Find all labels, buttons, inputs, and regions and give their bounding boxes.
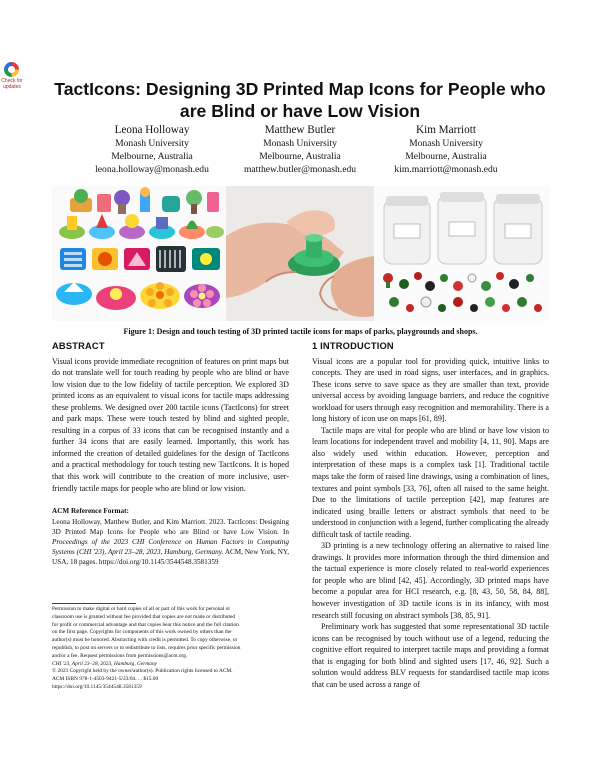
acm-reference-text	[52, 517, 289, 567]
author-name: Kim Marriott	[416, 124, 476, 136]
figure-touch-testing	[226, 186, 374, 321]
permission-line: author(s) must be honored. Abstracting with credit is permitted. To copy otherwise, or	[52, 637, 238, 644]
jars-and-icons-illustration	[374, 186, 549, 321]
permission-line: and/or a fee. Request permissions from permissions@acm.org.	[52, 652, 188, 659]
paper-title: TactIcons: Designing 3D Printed Map Icons for People who are Blind or have Low Vision	[54, 79, 546, 121]
author-affiliation: Monash University	[115, 138, 189, 149]
isbn-line: ACM ISBN 978-1-4503-9421-5/23/04. . . $15.00	[52, 676, 159, 683]
badge-text: Check for updates	[1, 78, 23, 90]
intro-paragraph: 3D printing is a new technology offering an alternative to raised line drawings. It provides more information through the third dimension and the tactual experience is more closely related to real-world experiences for people who are blind [42, 45]. Accordingly, 3D printed maps have become a popular area for HCI research, e.g. [8, 43, 50, 58, 84, 88], however investigation of 3D tactile icons is in its infancy, with most research still focusing on abstract symbols [38, 85, 91].	[312, 541, 549, 620]
hand-holding-icon-illustration	[226, 186, 374, 321]
crossmark-icon	[4, 62, 19, 77]
acm-reference-doi[interactable]: ACM, New York, NY, USA, 18 pages. https://doi.org/10.1145/3544548.3581359	[52, 548, 289, 566]
author-email[interactable]: matthew.butler@monash.edu	[243, 164, 357, 175]
permission-line: Permission to make digital or hard copies of all or part of this work for personal or	[52, 606, 231, 612]
icon-renders-illustration	[52, 186, 226, 321]
permission-line: for profit or commercial advantage and that copies bear this notice and the full citation	[52, 621, 239, 628]
permission-line: on the first page. Copyrights for components of this work owned by others than the	[52, 629, 232, 636]
author-email[interactable]: kim.marriott@monash.edu	[394, 164, 498, 175]
permission-line: classroom use is granted without fee provided that copies are not made or distributed	[52, 613, 236, 620]
acm-reference-authors: Leona Holloway, Matthew Butler, and Kim Marriott. 2023. TactIcons: Designing 3D Printed Map Icons for People who are Blind or have Low Vision. In	[52, 518, 289, 536]
abstract-heading: ABSTRACT	[52, 341, 105, 351]
introduction-heading: 1 INTRODUCTION	[312, 341, 394, 351]
intro-paragraph: Preliminary work has suggested that some representational 3D tactile icons can be recognised by touch without use of a legend, reducing the cognitive effort required to interpret tactile maps and providing a format that is engaging for both blind and sighted users [17, 46, 92]. Such a solution would address BLV requests for standardised tactile map icons that can be used across a range of	[312, 622, 549, 689]
intro-paragraph: Visual icons are a popular tool for providing quick, intuitive links to concepts. They are used in road signs, user interfaces, and in graphics. These icons serve to save space as they are smaller than text, provide universal access by avoiding language barriers, and reduce the cognitive workload for users through easy recognition and memorability. There is a long history of icon use on maps [61, 89].	[312, 356, 549, 424]
conference-line: CHI '23, April 23–28, 2023, Hamburg, Germany	[52, 660, 158, 667]
figure-icon-renders	[52, 186, 226, 321]
permission-line: republish, to post on servers or to redistribute to lists, requires prior specific permission	[52, 644, 241, 651]
author-location: Melbourne, Australia	[111, 151, 193, 162]
author-affiliation: Monash University	[263, 138, 337, 149]
author-location: Melbourne, Australia	[259, 151, 341, 162]
author-name: Matthew Butler	[264, 124, 336, 136]
abstract-section	[52, 341, 289, 494]
figure-caption: Figure 1: Design and touch testing of 3D printed tactile icons for maps of parks, playgrounds and shops.	[123, 327, 478, 336]
author-location: Melbourne, Australia	[405, 151, 487, 162]
acm-reference-heading: ACM Reference Format:	[52, 507, 129, 515]
footnote-rule	[52, 603, 136, 604]
author-block-3	[356, 123, 536, 176]
intro-paragraph: Tactile maps are vital for people who are blind or have low vision to learn locations for independent travel and mobility [4, 11, 90]. Maps are also widely used within education. However, perception and interpretation of these maps is a complex task [1]. Traditional tactile maps take the form of raised line drawings, using a combination of lines, textures and point symbols [33, 76], often all raised to the same height. Due to the limitations of tactile perception [42], map features are indicated using braille letters or abstract symbols that need to be understood in conjunction with a legend, further complicating the already difficult task of tactile reading.	[312, 425, 549, 539]
figure-icon-jars	[374, 186, 549, 321]
copyright-line: © 2023 Copyright held by the owner/author(s). Publication rights licensed to ACM.	[52, 668, 233, 675]
author-affiliation: Monash University	[409, 138, 483, 149]
author-name: Leona Holloway	[114, 124, 190, 136]
author-email[interactable]: leona.holloway@monash.edu	[95, 164, 209, 175]
abstract-text: Visual icons provide immediate recognition of features on print maps but do not translate well for touch reading by people who are blind or have low vision due to the low fidelity of tactile perception. We explored 3D printed icons as an equivalent to visual icons for tactile maps addressing these problems. We designed over 200 tactile icons (TactIcons) for street and park maps. These were touch tested by blind and sighted people, resulting in a corpus of 33 icons that can be recognised instantly and a further 34 icons that are easily learned. Importantly, this work has informed the creation of detailed guidelines for the design of TactIcons and a practical methodology for touch testing new TactIcons. It is hoped that this work will contribute to the creation of more inclusive, user-friendly tactile maps for people who are blind or low vision.	[52, 356, 289, 493]
doi-link[interactable]: https://doi.org/10.1145/3544548.3581359	[52, 683, 142, 690]
check-for-updates-badge[interactable]	[0, 62, 24, 96]
permission-notice	[52, 606, 289, 692]
introduction-section	[312, 341, 549, 690]
acm-reference-proceedings: Proceedings of the 2023 CHI Conference on Human Factors in Computing Systems (CHI '23), April 23–28, 2023, Hamburg, Germany.	[52, 538, 289, 556]
